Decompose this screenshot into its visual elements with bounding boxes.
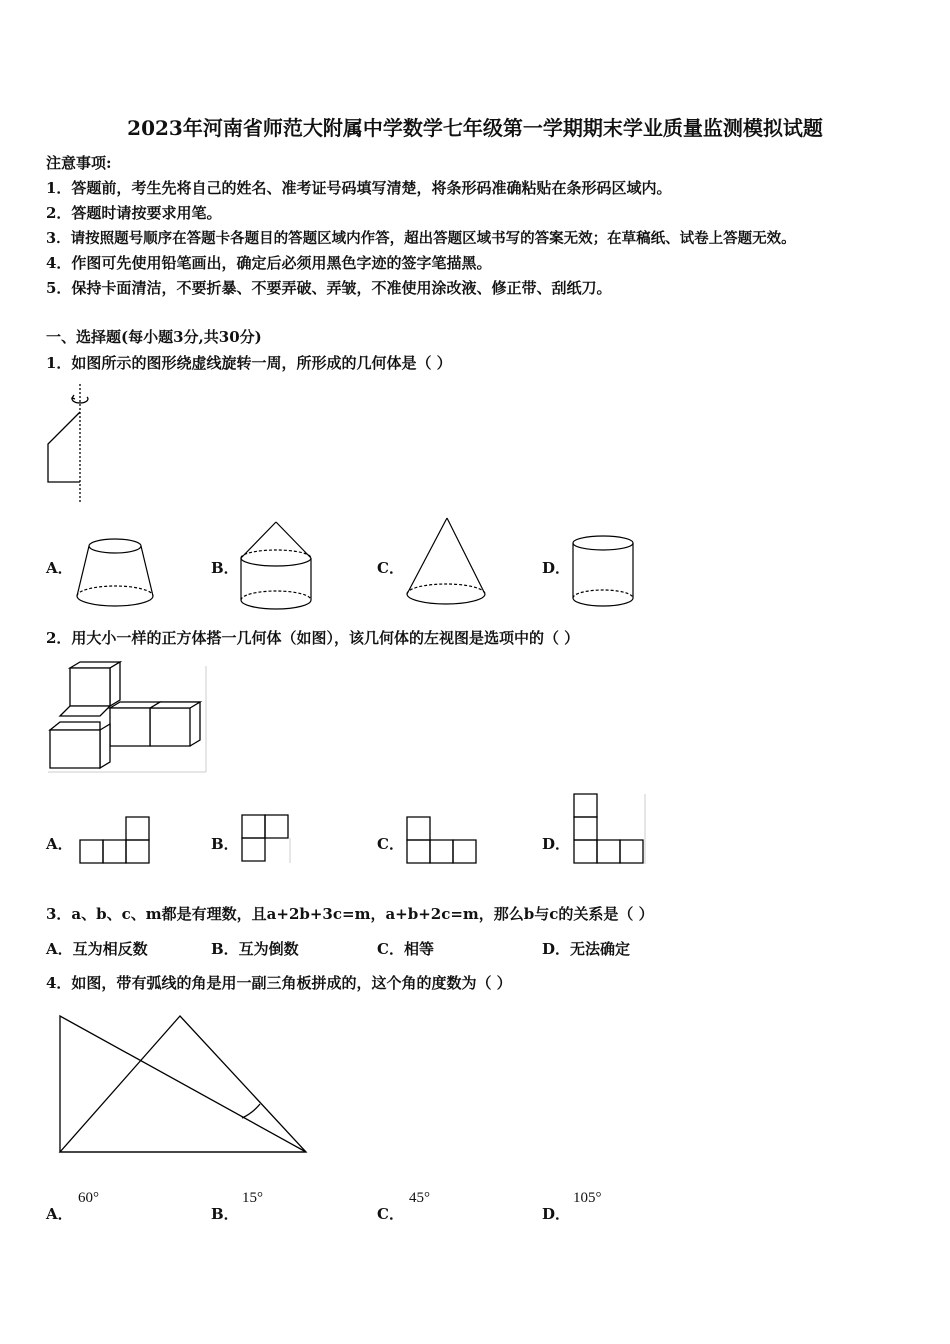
q2-view-b [240, 813, 294, 865]
q2-cubes-figure [46, 660, 208, 774]
notice-item: 1．答题前，考生先将自己的姓名、准考证号码填写清楚，将条形码准确粘贴在条形码区域内。 [46, 179, 672, 197]
q4-value-d: 105° [573, 1190, 602, 1206]
q1-stem: 1．如图所示的图形绕虚线旋转一周，所形成的几何体是（ ） [46, 354, 452, 372]
q2-view-a [78, 815, 152, 865]
q2-option-d: D． [542, 835, 571, 853]
q3-option-c: C．相等 [377, 940, 434, 958]
q1-option-d: D． [542, 559, 571, 577]
q1-figure [40, 384, 100, 504]
q2-option-a: A． [46, 835, 73, 853]
notice-item: 3．请按照题号顺序在答题卡各题目的答题区域内作答，超出答题区域书写的答案无效；在草稿纸、试卷上答题无效。 [46, 230, 796, 247]
q4-option-a: A． [46, 1205, 73, 1223]
section-heading: 一、选择题(每小题3分,共30分) [46, 328, 262, 346]
q2-view-c [405, 815, 479, 865]
q1-option-b: B． [211, 559, 239, 577]
q3-stem: 3．a、b、c、m都是有理数，且a+2b+3c=m，a+b+2c=m，那么b与c的关系是（ ） [46, 905, 654, 923]
page-title: 2023年河南省师范大附属中学数学七年级第一学期期末学业质量监测模拟试题 [127, 116, 823, 140]
q4-value-b: 15° [242, 1190, 263, 1206]
q1-cone-figure [404, 516, 488, 614]
q1-option-a: A． [46, 559, 73, 577]
q3-option-d: D．无法确定 [542, 940, 631, 958]
q2-option-b: B． [211, 835, 239, 853]
notice-item: 2．答题时请按要求用笔。 [46, 204, 222, 222]
q3-option-a: A．互为相反数 [46, 940, 148, 958]
q3-option-b: B．互为倒数 [211, 940, 299, 958]
q4-stem: 4．如图，带有弧线的角是用一副三角板拼成的，这个角的度数为（ ） [46, 974, 512, 992]
q1-cone-cylinder-figure [238, 520, 314, 614]
q2-view-d [572, 792, 648, 866]
q1-frustum-figure [74, 538, 156, 614]
q4-option-c: C． [377, 1205, 404, 1223]
notice-heading: 注意事项: [46, 154, 112, 172]
q4-triangles-figure [56, 1012, 310, 1156]
q4-option-b: B． [211, 1205, 239, 1223]
q1-option-c: C． [377, 559, 404, 577]
q1-cylinder-figure [570, 534, 636, 614]
notice-item: 5．保持卡面清洁，不要折暴、不要弄破、弄皱，不准使用涂改液、修正带、刮纸刀。 [46, 279, 612, 297]
q4-value-c: 45° [409, 1190, 430, 1206]
notice-item: 4．作图可先使用铅笔画出，确定后必须用黑色字迹的签字笔描黑。 [46, 254, 492, 272]
q4-option-d: D． [542, 1205, 571, 1223]
q2-option-c: C． [377, 835, 404, 853]
q2-stem: 2．用大小一样的正方体搭一几何体（如图），该几何体的左视图是选项中的（ ） [46, 629, 580, 647]
q4-value-a: 60° [78, 1190, 99, 1206]
